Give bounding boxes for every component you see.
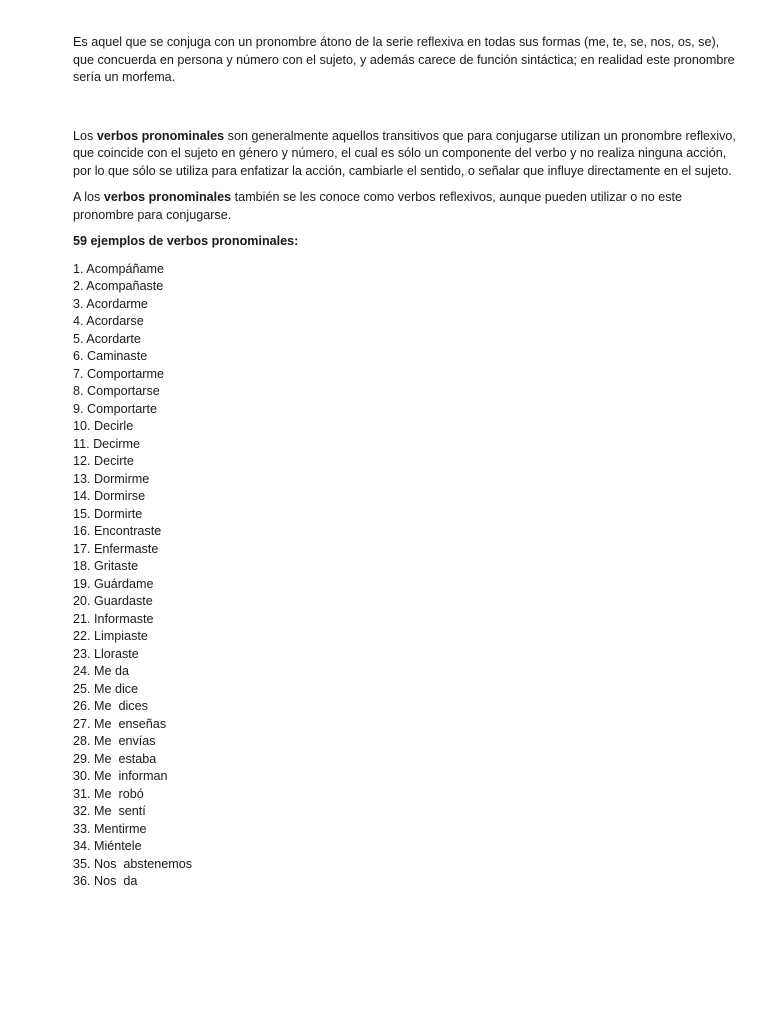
definition-paragraph (73, 128, 738, 181)
document-page (73, 34, 738, 891)
list-item: 19. Guárdame (73, 576, 154, 591)
list-item: 3. Acordarme (73, 296, 148, 311)
list-item: 2. Acompañaste (73, 279, 164, 293)
list-item: 20. Guardaste (73, 594, 153, 608)
list-item: 13. Dormirme (73, 471, 150, 486)
list-item: 25. Me dice (73, 681, 139, 696)
list-item: 1. Acompáñame (73, 261, 165, 276)
list-item: 34. Miéntele (73, 839, 142, 853)
list-item: 27. Me enseñas (73, 716, 167, 731)
also-known-text-after: también se les conoce como verbos reflexivos, aunque pueden utilizar o no este pronombre para conjugarse. (73, 190, 683, 222)
list-item: 32. Me sentí (73, 804, 146, 818)
definition-bold-term: verbos pronominales (96, 128, 225, 143)
list-item: 18. Gritaste (73, 559, 139, 573)
list-item: 14. Dormirse (73, 489, 146, 503)
list-item: 6. Caminaste (73, 349, 148, 363)
list-item: 33. Mentirme (73, 821, 147, 836)
list-item: 36. Nos da (73, 874, 138, 888)
list-item: 31. Me robó (73, 786, 144, 801)
list-item: 4. Acordarse (73, 314, 144, 328)
list-item: 30. Me informan (73, 769, 168, 783)
list-item: 5. Acordarte (73, 331, 141, 346)
definition-text-before: Los (73, 128, 97, 143)
list-item: 21. Informaste (73, 611, 154, 626)
list-item: 16. Encontraste (73, 524, 162, 538)
also-known-text-before: A los (73, 190, 104, 204)
intro-paragraph: Es aquel que se conjuga con un pronombre átono de la serie reflexiva en todas sus formas (me, te, se, nos, os, se), que concuerda en persona y número con el sujeto, y además carece de función sintáctica; en realidad este pronombre sería un morfema. (73, 35, 735, 84)
list-item: 15. Dormirte (73, 506, 143, 521)
list-item: 29. Me estaba (73, 751, 157, 766)
list-item: 24. Me da (73, 664, 130, 678)
list-item: 11. Decirme (73, 436, 140, 451)
also-known-paragraph (73, 189, 738, 224)
also-known-bold-term: verbos pronominales (103, 190, 232, 204)
list-item: 10. Decirle (73, 419, 134, 433)
list-item: 35. Nos abstenemos (73, 856, 193, 871)
examples-list (73, 261, 738, 891)
list-item: 8. Comportarse (73, 384, 160, 398)
list-item: 9. Comportarte (73, 401, 157, 416)
definition-text-after: son generalmente aquellos transitivos que para conjugarse utilizan un pronombre reflexivo, que coincide con el sujeto en género y número, el cual es sólo un componente del verbo y no realiza ninguna acción, por lo que sólo se utiliza para enfatizar la acción, cambiarle el sentido, o señalar que influye directamente en el sujeto. (73, 128, 736, 178)
list-item: 26. Me dices (73, 699, 148, 713)
list-item: 12. Decirte (73, 454, 134, 468)
examples-heading: 59 ejemplos de verbos pronominales: (73, 234, 299, 248)
list-item: 28. Me envías (73, 734, 156, 748)
list-item: 22. Limpiaste (73, 629, 148, 643)
list-item: 7. Comportarme (73, 366, 164, 381)
list-item: 17. Enfermaste (73, 541, 159, 556)
list-item: 23. Lloraste (73, 646, 139, 661)
